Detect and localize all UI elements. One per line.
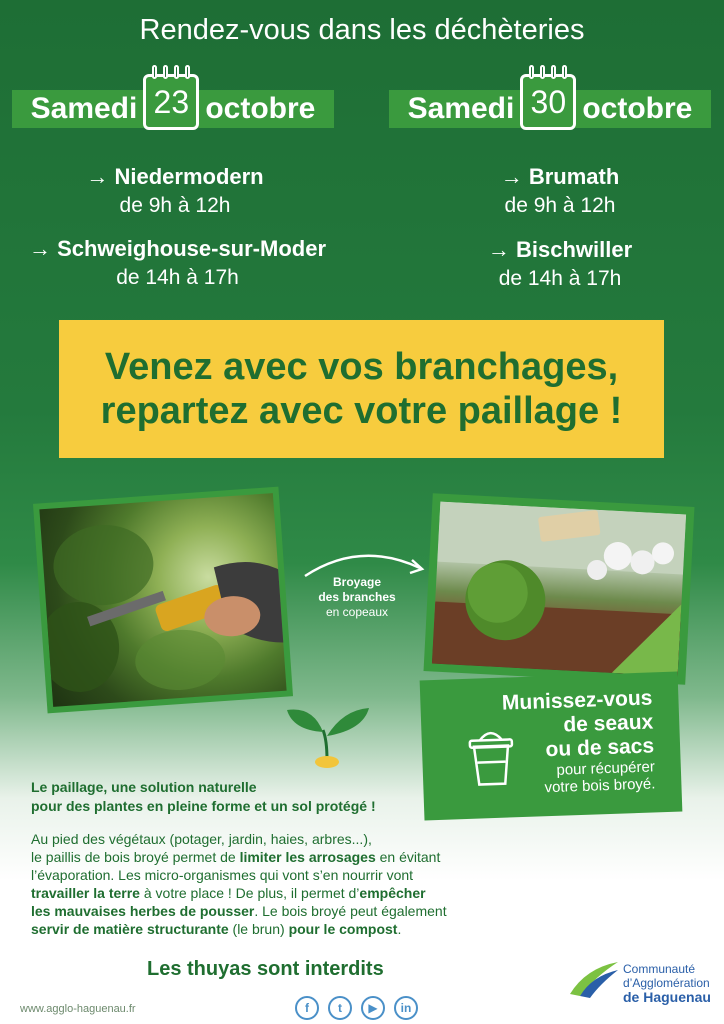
place-name: → Bischwiller	[487, 237, 633, 262]
day-word: Samedi	[407, 92, 515, 125]
agglomeration-logo-text	[623, 962, 711, 1004]
bucket-icon	[465, 727, 517, 789]
date-banner-23	[12, 83, 334, 128]
broyage-caption	[298, 575, 416, 620]
hedge-trimming-photo	[33, 487, 293, 714]
body-line4	[31, 884, 551, 902]
place-name: → Brumath	[500, 164, 620, 189]
place-hours: de 9h à 12h	[504, 194, 616, 217]
broyage-line2: des branches	[318, 590, 396, 604]
place-hours: de 14h à 17h	[498, 267, 622, 290]
place-niedermodern	[70, 164, 280, 218]
day-number: 23	[153, 83, 190, 120]
munissez-line3: ou de sacs	[545, 734, 655, 762]
munissez-line4: pour récupérer	[556, 758, 656, 779]
slogan-line2: repartez avec votre paillage !	[100, 390, 623, 432]
body-line2	[31, 848, 551, 866]
logo-line3: de Haguenau	[623, 989, 711, 1005]
munissez-line5: votre bois broyé.	[544, 775, 656, 797]
garden-mulch-photo	[424, 493, 695, 684]
facebook-icon[interactable]: f	[295, 996, 319, 1020]
place-name: → Schweighouse-sur-Moder	[28, 236, 327, 261]
bold-span: pour le compost	[288, 921, 398, 937]
body-line1: Au pied des végétaux (potager, jardin, haies, arbres...),	[31, 831, 372, 847]
broyage-line3: en copeaux	[325, 605, 389, 619]
sprout-icon	[283, 700, 373, 770]
place-schweighouse	[15, 236, 340, 290]
curved-arrow-icon	[300, 540, 430, 580]
day-word: Samedi	[30, 92, 138, 125]
body-line5	[31, 902, 551, 920]
slogan-line1: Venez avec vos branchages,	[104, 346, 619, 388]
text-span: en évitant	[375, 849, 441, 865]
social-links	[295, 996, 418, 1020]
garden-illustration	[432, 502, 686, 677]
munissez-line1: Munissez-vous	[501, 686, 653, 715]
paillage-headline	[31, 778, 376, 816]
logo-line1: Communauté	[623, 962, 696, 976]
calendar-icon	[143, 74, 199, 130]
bold-span: les mauvaises herbes de pousser	[31, 903, 255, 919]
bold-span: limiter les arrosages	[239, 849, 376, 865]
twitter-icon[interactable]: t	[328, 996, 352, 1020]
paillage-body	[31, 830, 551, 938]
month: octobre	[582, 92, 693, 125]
munissez-box	[420, 672, 683, 821]
month: octobre	[205, 92, 316, 125]
munissez-line2: de seaux	[562, 710, 654, 737]
place-hours: de 14h à 17h	[116, 266, 239, 289]
text-span: . Le bois broyé peut également	[254, 903, 447, 919]
headline-line2: pour des plantes en pleine forme et un sol protégé !	[31, 798, 376, 814]
page-title: Rendez-vous dans les déchèteries	[139, 14, 585, 46]
body-line6	[31, 920, 551, 938]
headline-line1: Le paillage, une solution naturelle	[31, 779, 257, 795]
place-hours: de 9h à 12h	[119, 194, 231, 217]
bold-span: servir de matière structurante	[31, 921, 229, 937]
day-number: 30	[530, 83, 567, 120]
place-name: → Niedermodern	[86, 164, 264, 189]
place-bischwiller	[470, 237, 650, 291]
linkedin-icon[interactable]: in	[394, 996, 418, 1020]
text-span: le paillis de bois broyé permet de	[31, 849, 240, 865]
broyage-line1: Broyage	[332, 575, 382, 589]
text-span: .	[397, 921, 402, 937]
body-line3: l’évaporation. Les micro-organismes qui vont s’en nourrir vont	[31, 867, 414, 883]
hedge-trimmer-illustration	[39, 493, 286, 707]
bold-span: empêcher	[359, 885, 426, 901]
slogan-box	[59, 320, 664, 458]
thuyas-warning: Les thuyas sont interdits	[147, 958, 384, 980]
text-span: (le brun)	[228, 921, 289, 937]
date-banner-30	[389, 83, 711, 128]
logo-line2: d’Agglomération	[623, 976, 710, 990]
bold-span: travailler la terre	[31, 885, 140, 901]
place-brumath	[470, 164, 650, 218]
youtube-icon[interactable]: ▶	[361, 996, 385, 1020]
calendar-icon	[520, 74, 576, 130]
agglomeration-logo-icon	[566, 958, 622, 998]
text-span: à votre place ! De plus, il permet d’	[139, 885, 360, 901]
website-link[interactable]: www.agglo-haguenau.fr	[20, 1003, 136, 1015]
